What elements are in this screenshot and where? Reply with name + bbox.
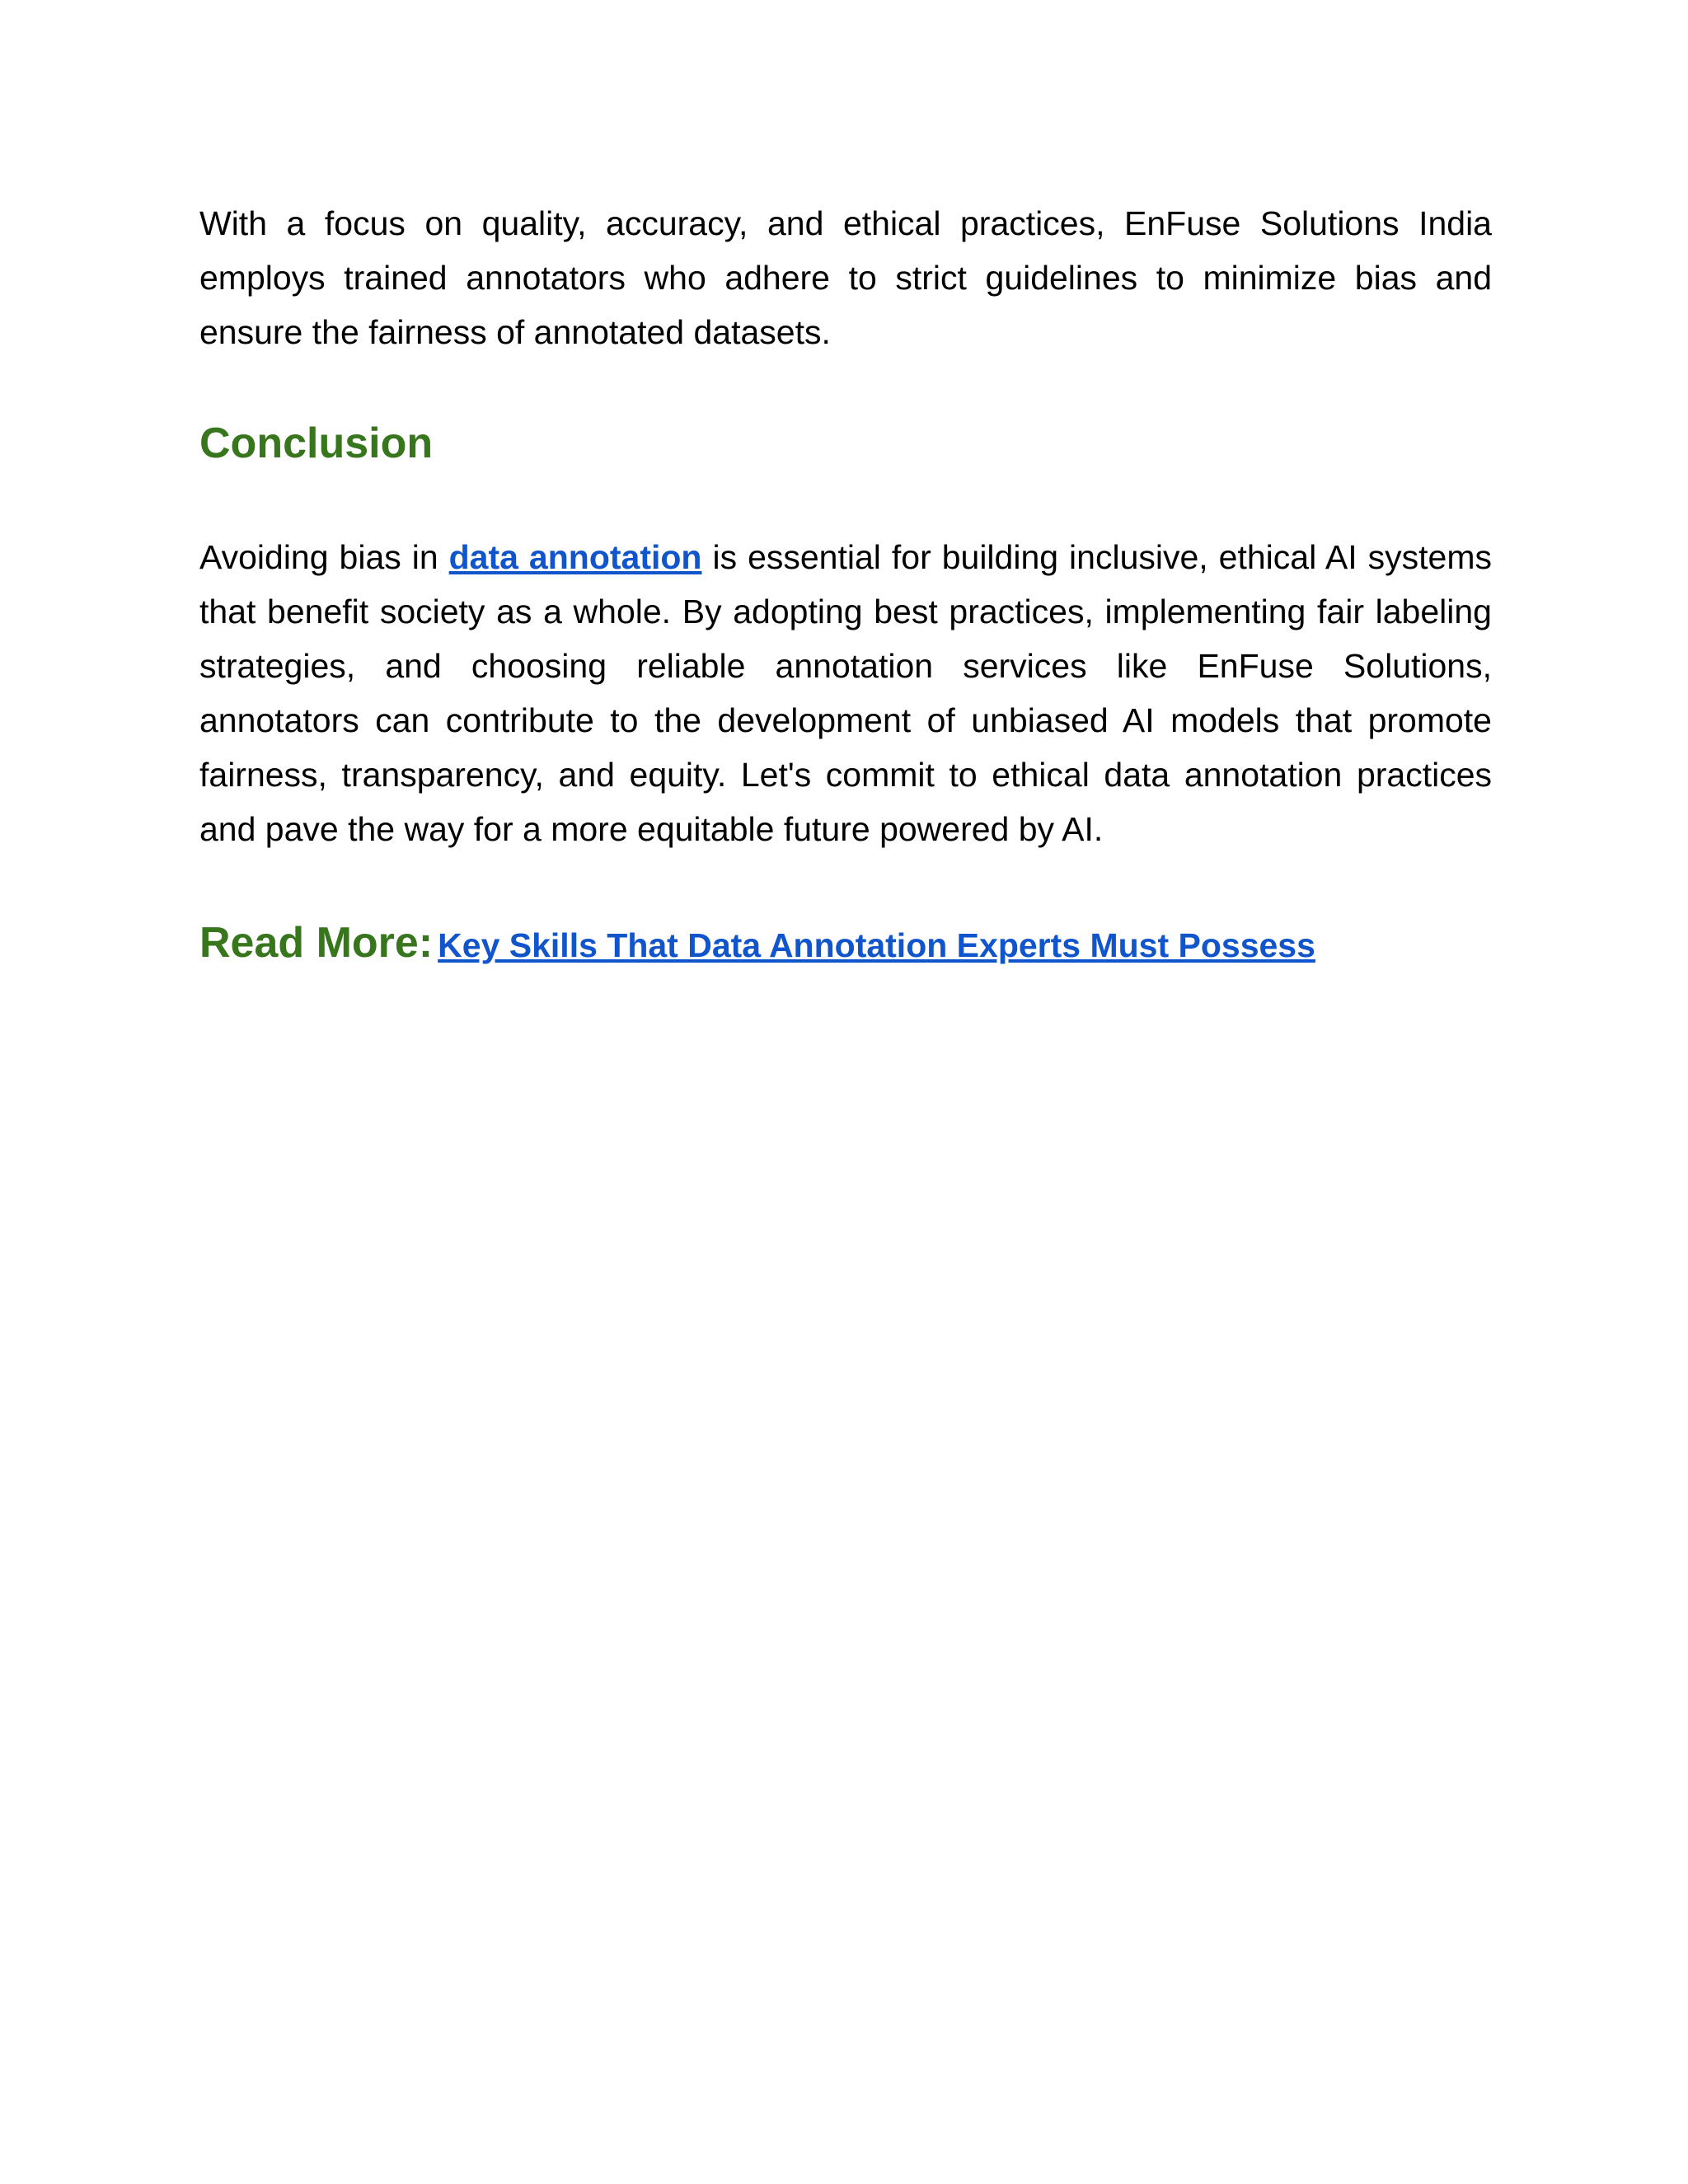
intro-paragraph: With a focus on quality, accuracy, and ethical practices, EnFuse Solutions India employs trained annotators who adhere to strict guidelines to minimize bias and ensure the fairness of annotated datasets. [199,204,1492,351]
conclusion-paragraph [199,530,1492,856]
document-content [199,196,1492,981]
data-annotation-link[interactable]: data annotation [448,538,702,576]
read-more-label: Read More: [199,919,434,967]
conclusion-heading: Conclusion [199,419,434,467]
conclusion-text-before-link: Avoiding bias in [199,538,449,576]
read-more-line [199,916,1492,981]
read-more-article-link[interactable]: Key Skills That Data Annotation Experts Must Possess [438,926,1315,964]
conclusion-text-after-link: is essential for building inclusive, ethical AI systems that benefit society as a whole. By adopting best practices, implementing fair labeling strategies, and choosing reliable annotation services like EnFuse Solutions, annotators can contribute to the development of unbiased AI models that promote fairness, transparency, and equity. Let's commit to ethical data annotation practices and pave the way for a more equitable future powered by AI. [199,538,1492,848]
